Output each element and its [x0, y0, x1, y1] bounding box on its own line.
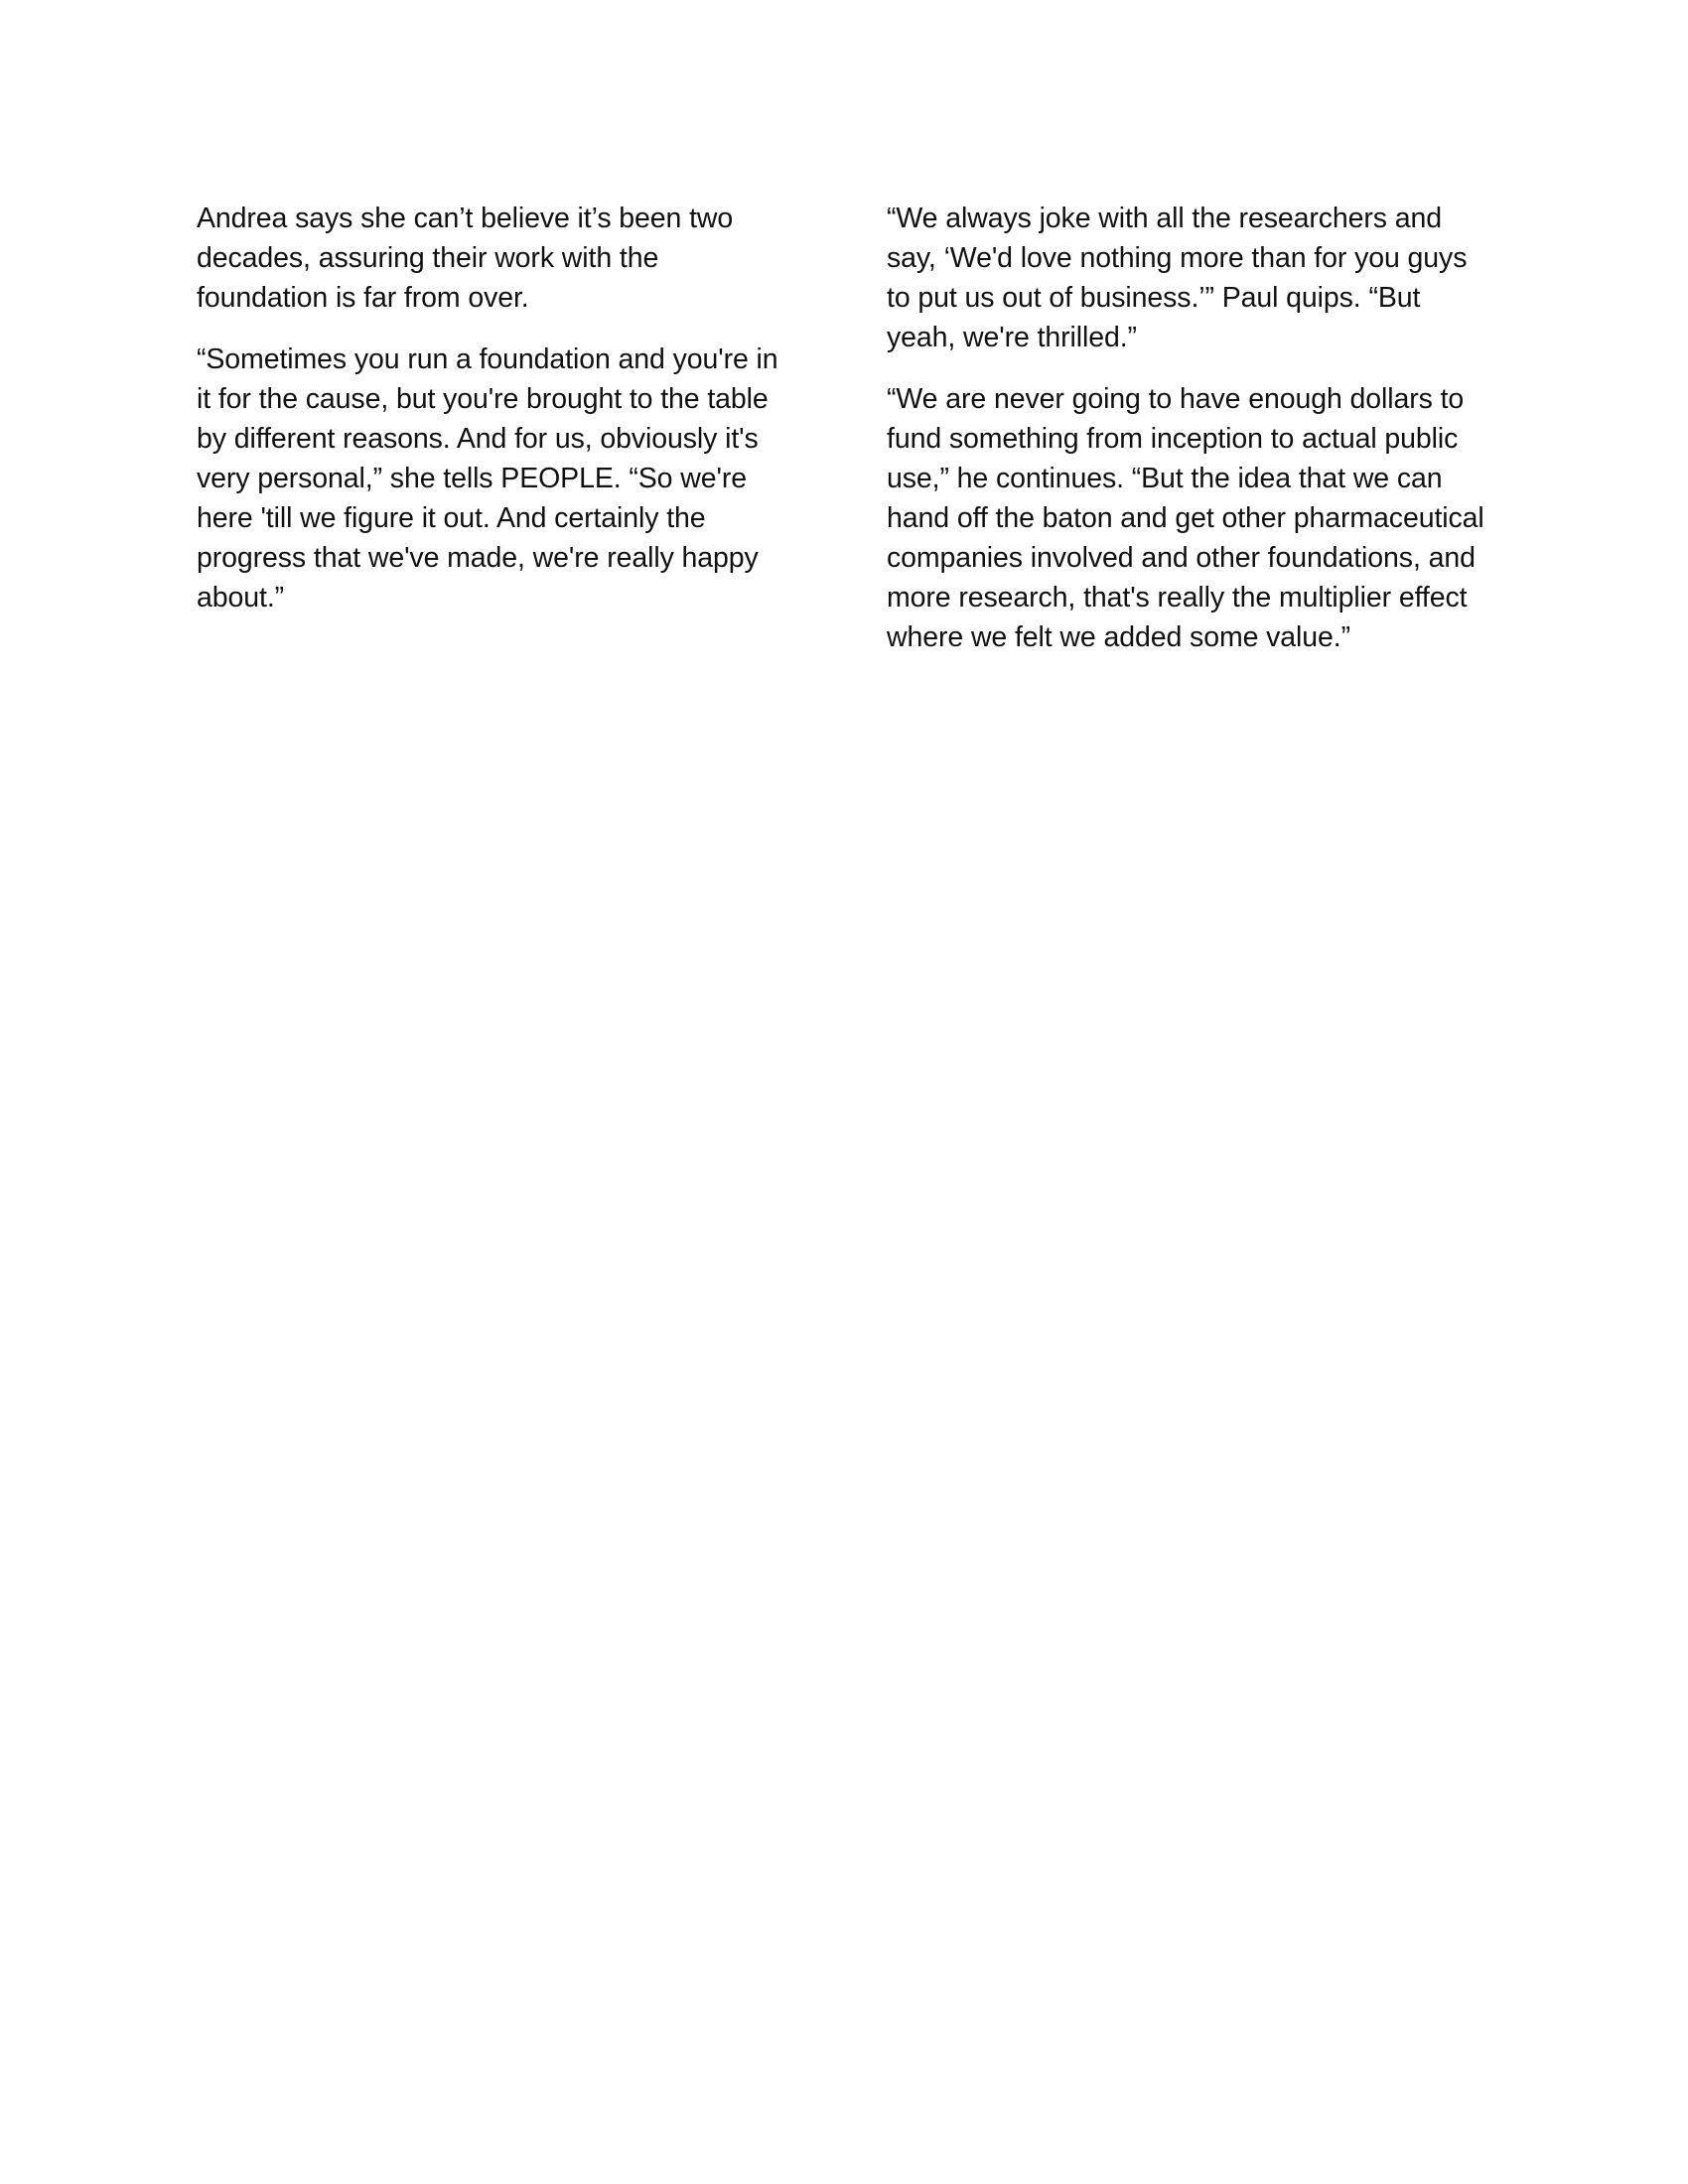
left-column [197, 199, 792, 679]
paragraph: Andrea says she can’t believe it’s been two decades, assuring their work with the foundation is far from over. [197, 203, 734, 314]
paragraph: “We are never going to have enough dollars to fund something from inception to actual public use,” he continues. “But the idea that we can hand off the baton and get other pharmaceutical companies involved and other foundations, and more research, that's really the multiplier effect where we felt we added some value.” [887, 383, 1484, 653]
paragraph: “Sometimes you run a foundation and you're in it for the cause, but you're brought to the table by different reasons. And for us, obviously it's very personal,” she tells PEOPLE. “So we're here 'till we figure it out. And certainly the progress that we've made, we're really happy about.” [197, 343, 778, 614]
two-column-body [197, 199, 1487, 679]
right-column [887, 199, 1487, 679]
paragraph: “We always joke with all the researchers and say, ‘We'd love nothing more than for you guys to put us out of business.’” Paul quips. “But yeah, we're thrilled.” [887, 203, 1468, 353]
